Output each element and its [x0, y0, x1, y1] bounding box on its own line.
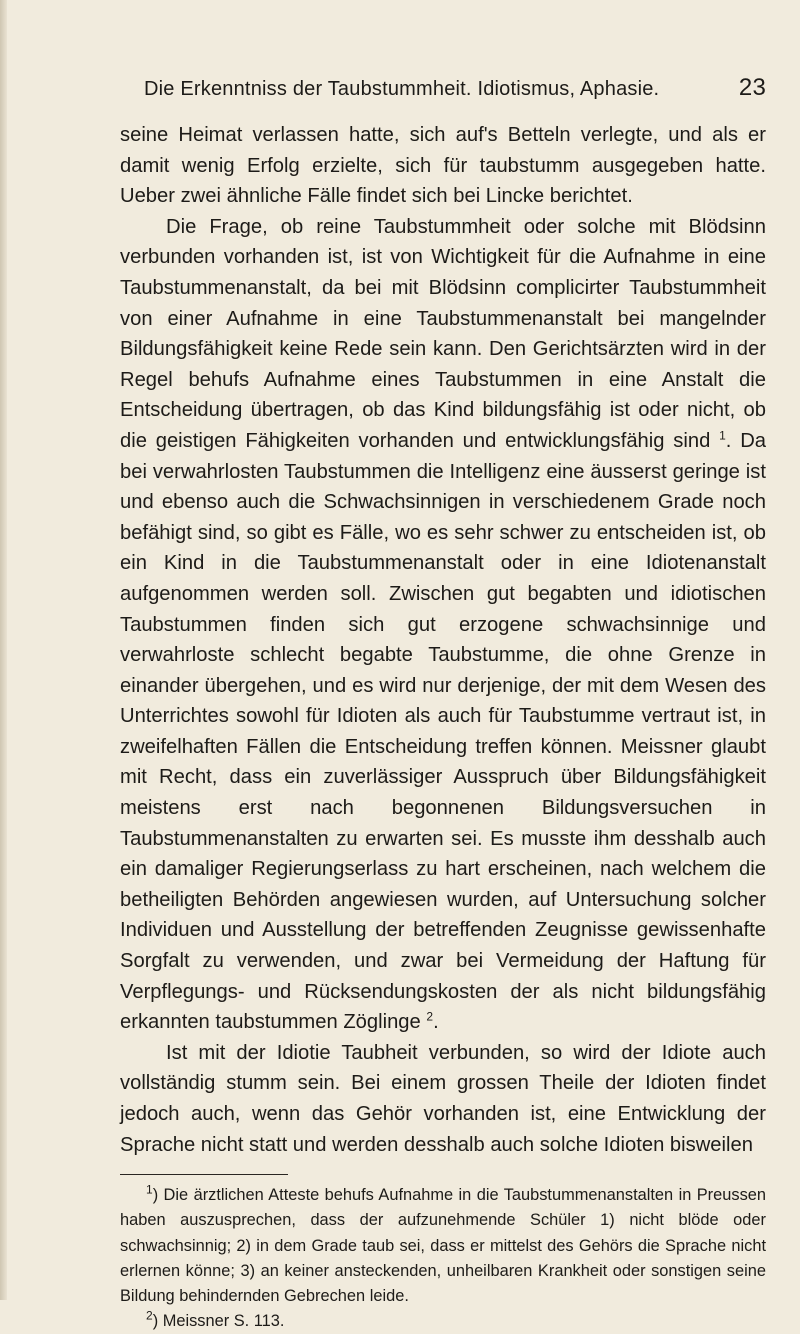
page-number: 23 — [738, 74, 766, 101]
footnote-ref-1[interactable]: 1 — [719, 428, 726, 443]
paragraph-1 — [120, 120, 766, 212]
footnote-1-mark: 1 — [146, 1182, 153, 1197]
footnote-2-text: ) Meissner S. 113. — [152, 1312, 285, 1331]
footnote-1-text: ) Die ärztlichen Atteste behufs Aufnahme in die Taubstummenanstalten in Preussen haben auszusprechen, dass der aufzunehmende Schüler 1) nicht blöde oder schwachsinnig; 2) in dem Grade taub sei, dass er mittelst des Gehörs die Sprache nicht erlernen könne; 3) an keiner ansteckenden, unheilbaren Krankheit oder sonstigen seine Bildung behindernden Gebrechen leide. — [120, 1186, 766, 1305]
footnote-2 — [120, 1309, 766, 1334]
paragraph-3 — [120, 1038, 766, 1160]
page-binding-edge — [0, 0, 7, 1300]
footnote-ref-2[interactable]: 2 — [426, 1009, 434, 1024]
body-text — [120, 120, 766, 1160]
paragraph-2-text-c: . — [433, 1011, 439, 1034]
footnote-divider — [120, 1174, 288, 1175]
paragraph-2-text-a: Die Frage, ob reine Taubstummheit oder solche mit Blödsinn verbunden vorhanden ist, ist von Wichtigkeit für die Aufnahme in eine Taubstummenanstalt, da bei mit Blödsinn complicirter Taubstummheit von einer Aufnahme in eine Taubstummenanstalt bei mangelnder Bildungsfähigkeit keine Rede sein kann. Den Gerichtsärzten wird in der Regel behufs Aufnahme eines Taubstummen in eine Anstalt die Entscheidung übertragen, ob das Kind bildungsfähig ist oder nicht, ob die geistigen Fähigkeiten vorhanden und entwicklungsfähig sind — [120, 215, 766, 452]
book-page — [120, 72, 766, 1334]
footnote-1 — [120, 1183, 766, 1309]
paragraph-2-text-b: . Da bei verwahrlosten Taubstummen die Intelligenz eine äusserst geringe ist und ebenso auch die Schwachsinnigen in verschiedenem Grade noch befähigt sind, so gibt es Fälle, wo es sehr schwer zu entscheiden ist, ob ein Kind in die Taubstummenanstalt oder in eine Idiotenanstalt aufgenommen werden soll. Zwischen gut begabten und idiotischen Taubstummen finden sich gut erzogene schwachsinnige und verwahrloste schlecht begabte Taubstumme, die ohne Grenze in einander übergehen, und es wird nur derjenige, der mit dem Wesen des Unterrichtes sowohl für Idioten als auch für Taubstumme vertraut ist, in zweifelhaften Fällen die Entscheidung treffen können. Meissner glaubt mit Recht, dass ein zuverlässiger Ausspruch über Bildungsfähigkeit meistens erst nach begonnenen Bildungsversuchen in Taubstummenanstalten zu erwarten sei. Es musste ihm desshalb auch ein damaliger Regierungserlass zu hart erscheinen, nach welchem die betheiligten Behörden angewiesen wurden, auf Untersuchung solcher Individuen und Ausstellung der betreffenden Zeugnisse gewissenhafte Sorgfalt zu verwenden, und zwar bei Vermeidung der Haftung für Verpflegungs- und Rücksendungskosten der als nicht bildungsfähig erkannten taubstummen Zöglinge — [120, 429, 766, 1034]
paragraph-1-text: seine Heimat verlassen hatte, sich auf's Betteln verlegte, und als er damit wenig Erfolg erzielte, sich für taubstumm ausgegeben hatte. Ueber zwei ähnliche Fälle findet sich bei Lincke berichtet. — [120, 124, 766, 208]
footnote-2-mark: 2 — [146, 1308, 153, 1323]
paragraph-2 — [120, 212, 766, 1038]
footnotes — [120, 1183, 766, 1334]
paragraph-3-text: Ist mit der Idiotie Taubheit verbunden, so wird der Idiote auch vollständig stumm sein. Bei einem grossen Theile der Idioten findet jedoch auch, wenn das Gehör vorhanden ist, eine Entwicklung der Sprache nicht statt und werden desshalb auch solche Idioten bisweilen — [120, 1041, 766, 1156]
running-head — [120, 72, 766, 108]
running-title: Die Erkenntniss der Taubstummheit. Idiotismus, Aphasie. — [144, 78, 660, 100]
